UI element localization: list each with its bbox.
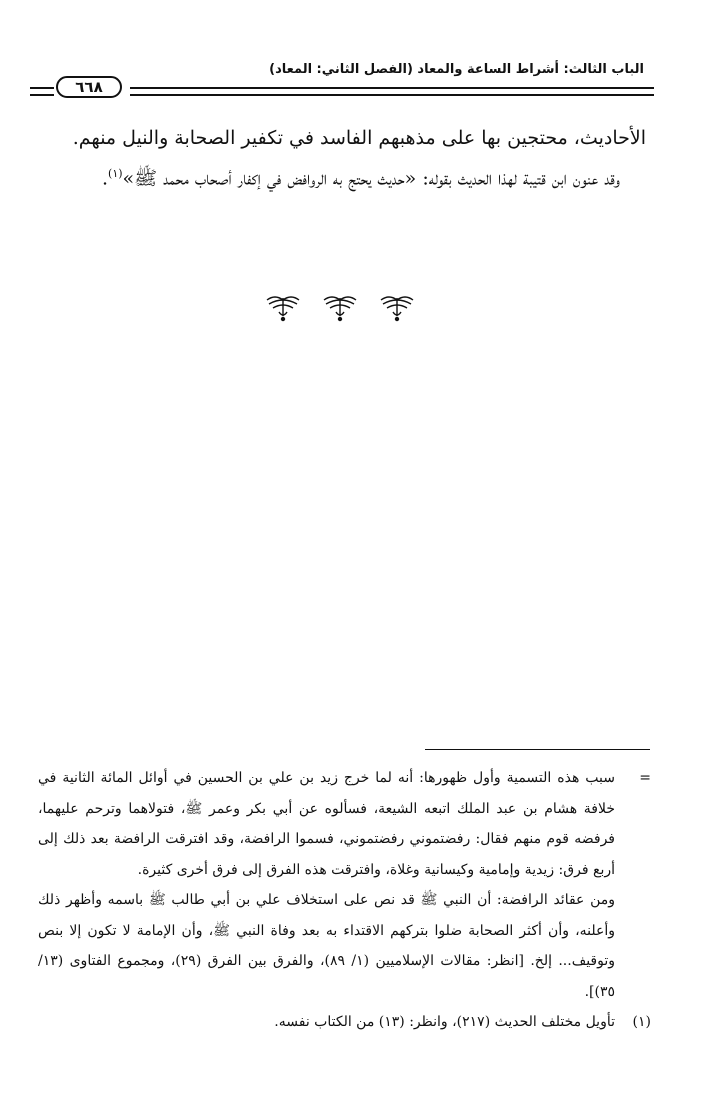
- page-number: ٦٦٨: [56, 76, 122, 98]
- footnote-continuation-paragraph-1: سبب هذه التسمية وأول ظهورها: أنه لما خرج زيد بن علي بن الحسين في أوائل المائة الثانية في خلافة هشام بن عبد الملك اتبعه الشيعة، فسألوه عن أبي بكر وعمر ﷺ، فتولاهما وترحم عليهما، فرفضه قوم منهم فقال: رفضتموني رفضتموني، فسموا الرافضة، وقد افترقت الرافضة بعد ذلك إلى أربع فرق: زيدية وإمامية وكيسانية وغلاة، وافترقت هذه الفرق إلى فرق أخرى كثيرة.: [38, 770, 615, 878]
- page-header: [30, 62, 660, 100]
- header-rule-top: [130, 87, 654, 89]
- floral-ornament-icon: [267, 297, 299, 321]
- body-paragraph-1: الأحاديث، محتجين بها على مذهبهم الفاسد في تكفير الصحابة والنيل منهم.: [72, 127, 646, 149]
- section-divider-ornaments: [260, 292, 420, 322]
- footnote-continuation: [38, 763, 651, 1007]
- footnote-continuation-mark: =: [639, 770, 651, 786]
- header-rule-bottom: [130, 94, 654, 96]
- body-paragraph-2: [36, 156, 646, 196]
- main-text: [36, 120, 646, 196]
- footnotes: [38, 763, 651, 1038]
- body-paragraph-2-text: وقد عنون ابن قتيبة لهذا الحديث بقوله: «حديث يحتج به الروافض في إكفار أصحاب محمد ﷺ»: [122, 167, 620, 190]
- body-paragraph-2-end: .: [101, 167, 109, 190]
- floral-ornament-icon: [381, 297, 413, 321]
- floral-ornament-icon: [260, 292, 420, 322]
- footnote-1-text: تأويل مختلف الحديث (٢١٧)، وانظر: (١٣) من الكتاب نفسه.: [274, 1014, 615, 1030]
- footnote-1-mark: (١): [632, 1014, 651, 1030]
- footnote-1: [38, 1007, 651, 1038]
- running-head: الباب الثالث: أشراط الساعة والمعاد (الفصل الثاني: المعاد): [269, 62, 644, 77]
- floral-ornament-icon: [324, 297, 356, 321]
- header-rule-short-bottom: [30, 94, 54, 96]
- footnote-separator: [425, 749, 650, 750]
- header-rule-short-top: [30, 87, 54, 89]
- footnote-continuation-paragraph-2: ومن عقائد الرافضة: أن النبي ﷺ قد نص على استخلاف علي بن أبي طالب ﷺ باسمه وأظهر ذلك وأعلنه، وأن أكثر الصحابة ضلوا بتركهم الاقتداء به بعد وفاة النبي ﷺ، وأن الإمامة لا تكون إلا بنص وتوقيف... إلخ. [انظر: مقالات الإسلاميين (١/ ٨٩)، والفرق بين الفرق (٢٩)، ومجموع الفتاوى (١٣/ ٣٥)].: [38, 892, 615, 1000]
- footnote-reference-1[interactable]: (١): [108, 167, 123, 180]
- footnote-continuation-body: [38, 763, 615, 1007]
